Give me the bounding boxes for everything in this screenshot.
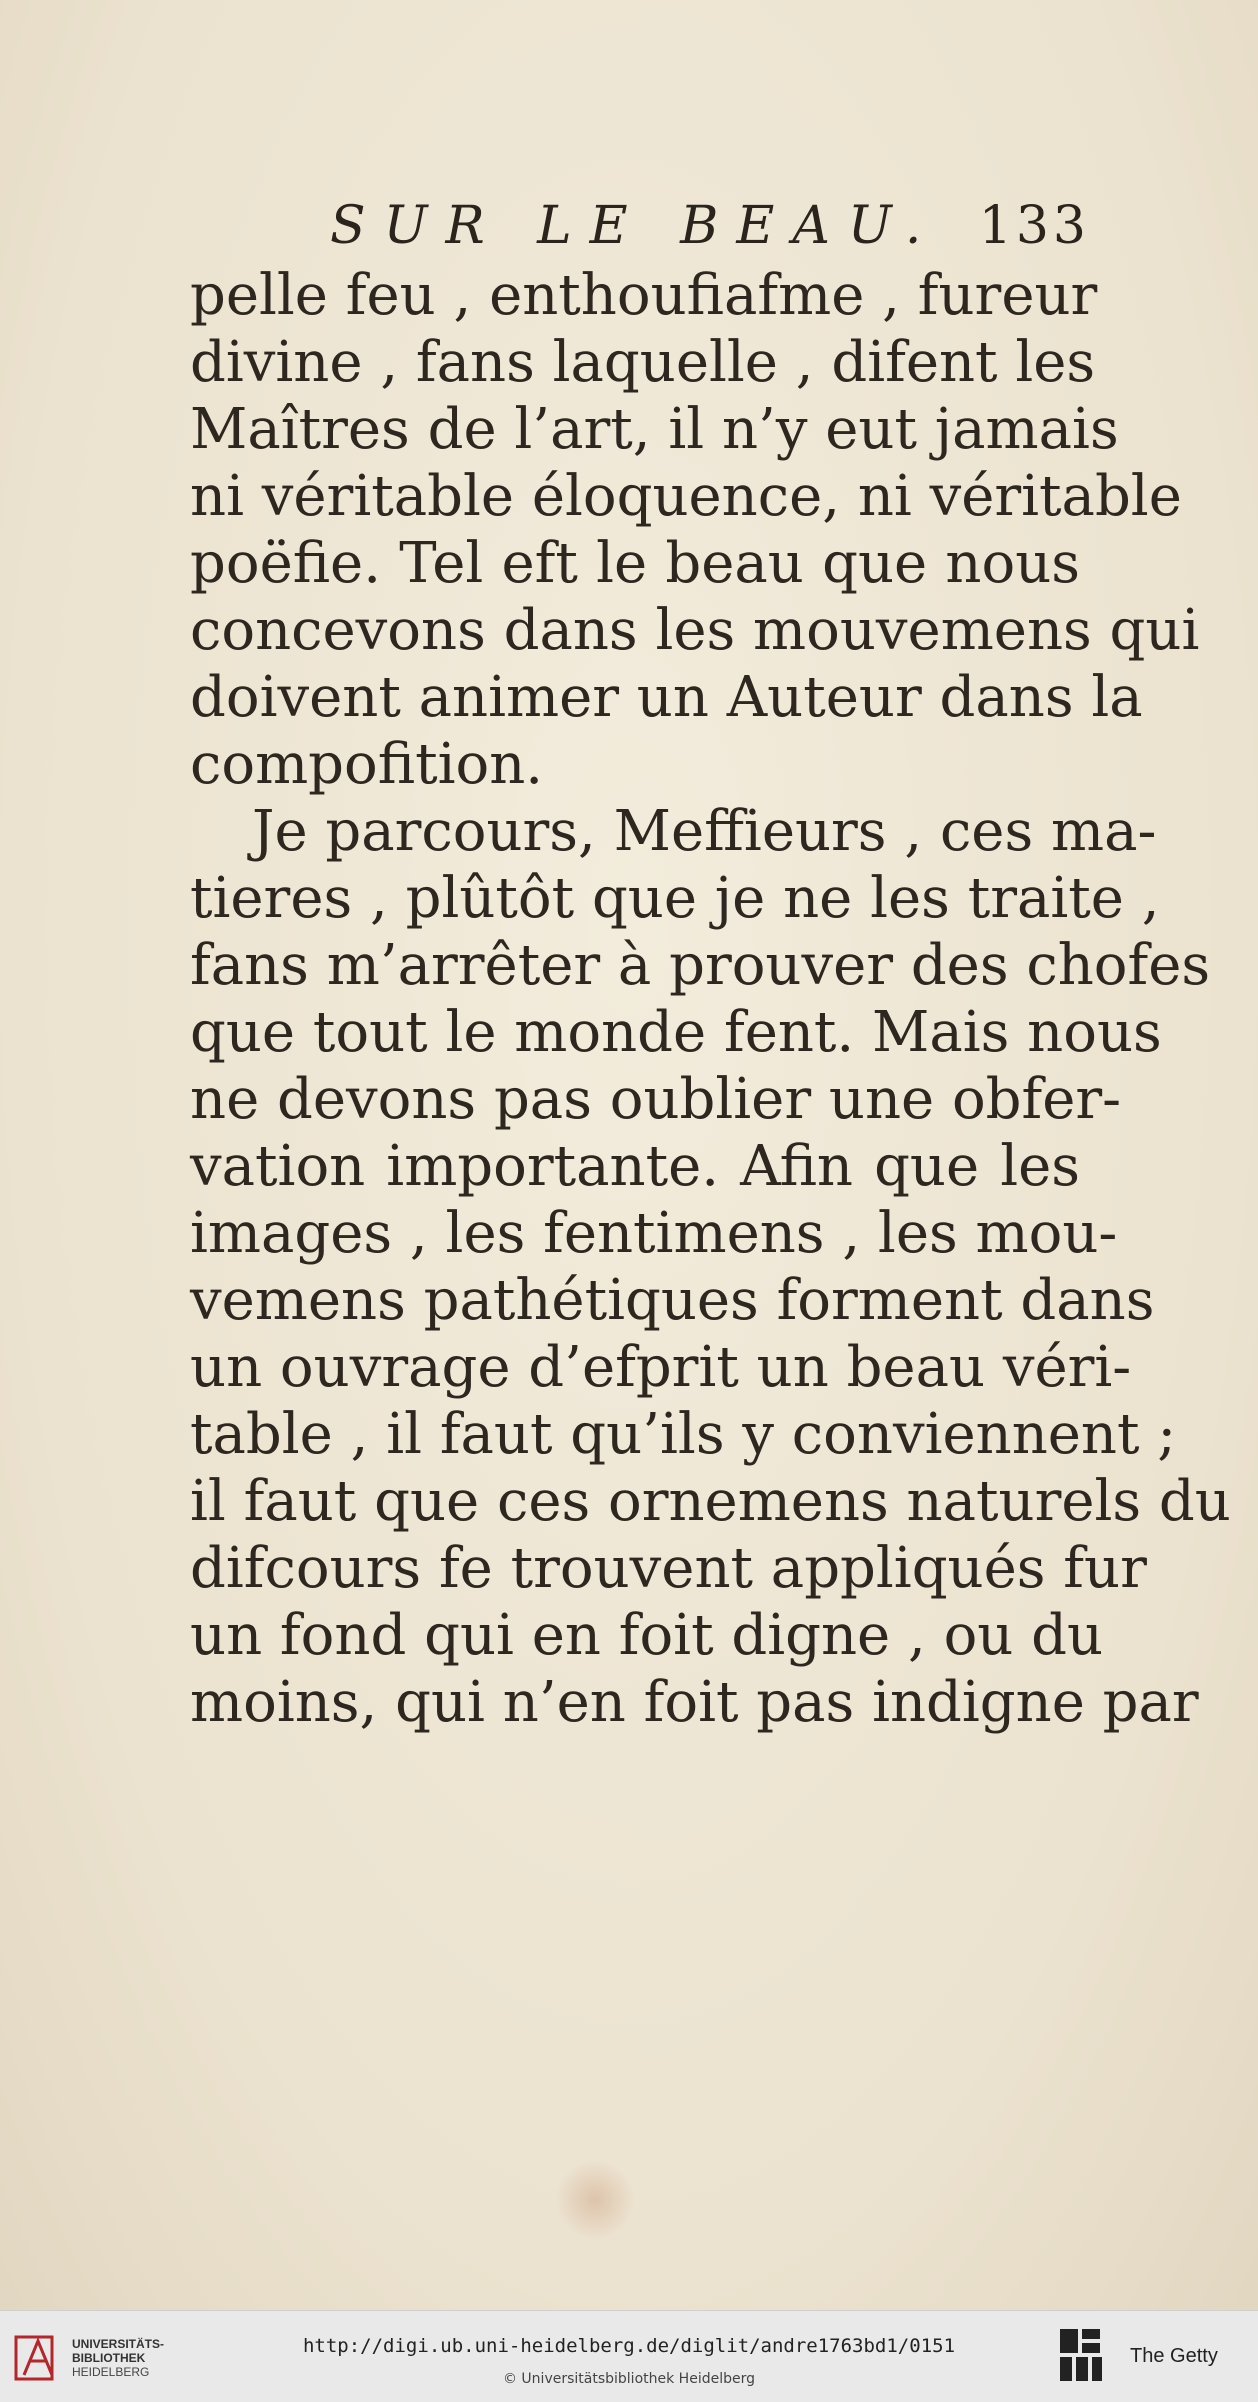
text-line: vemens pathétiques forment dans [190, 1268, 1155, 1333]
text-line: Maîtres de l’art, il n’y eut jamais [190, 397, 1119, 462]
text-line: doivent animer un Auteur dans la [190, 665, 1143, 730]
paragraph-1 [190, 262, 1200, 798]
text-line: compofition. [190, 732, 544, 797]
text-line: vation importante. Afin que les [190, 1134, 1080, 1199]
text-line: pelle feu , enthoufiafme , fureur [190, 263, 1098, 328]
copyright-notice: © Universitätsbibliothek Heidelberg [502, 2371, 755, 2387]
text-line: poëfie. Tel eft le beau que nous [190, 531, 1080, 596]
viewer-footer [0, 2310, 1258, 2402]
text-line: moins, qui n’en foit pas indigne par [190, 1670, 1199, 1735]
page-number: 133 [978, 196, 1090, 256]
paper-stain [555, 2160, 635, 2240]
text-line: divine , fans laquelle , difent les [190, 330, 1096, 395]
text-line: ni véritable éloquence, ni véritable [190, 464, 1182, 529]
running-head: SUR LE BEAU. [330, 196, 940, 256]
text-line: tieres , plûtôt que je ne les traite , [190, 866, 1160, 931]
text-line: un ouvrage d’efprit un beau véri- [190, 1335, 1132, 1400]
body-text [190, 262, 1231, 1736]
getty-name: The Getty [1130, 2345, 1218, 2367]
text-line: concevons dans les mouvemens qui [190, 598, 1200, 663]
text-line: ne devons pas oublier une obfer- [190, 1067, 1122, 1132]
text-line: table , il faut qu’ils y conviennent ; [190, 1402, 1177, 1467]
text-line: fans m’arrêter à prouver des chofes [190, 933, 1211, 998]
text-line: images , les fentimens , les mou- [190, 1201, 1118, 1266]
library-name-line: BIBLIOTHEK [72, 2351, 146, 2365]
text-line: que tout le monde fent. Mais nous [190, 1000, 1162, 1065]
getty-logo-icon [1058, 2327, 1106, 2385]
page-header [330, 196, 1090, 266]
text-line: un fond qui en foit digne , ou du [190, 1603, 1104, 1668]
text-line: difcours fe trouvent appliqués fur [190, 1536, 1147, 1601]
library-name-line: UNIVERSITÄTS- [72, 2337, 165, 2351]
permalink-url[interactable]: http://digi.ub.uni-heidelberg.de/diglit/andre1763bd1/0151 [302, 2335, 956, 2357]
library-name-line: HEIDELBERG [72, 2365, 150, 2379]
text-line: Je parcours, Meffieurs , ces ma- [252, 799, 1157, 864]
paragraph-2 [190, 798, 1231, 1736]
text-line: il faut que ces ornemens naturels du [190, 1469, 1231, 1534]
